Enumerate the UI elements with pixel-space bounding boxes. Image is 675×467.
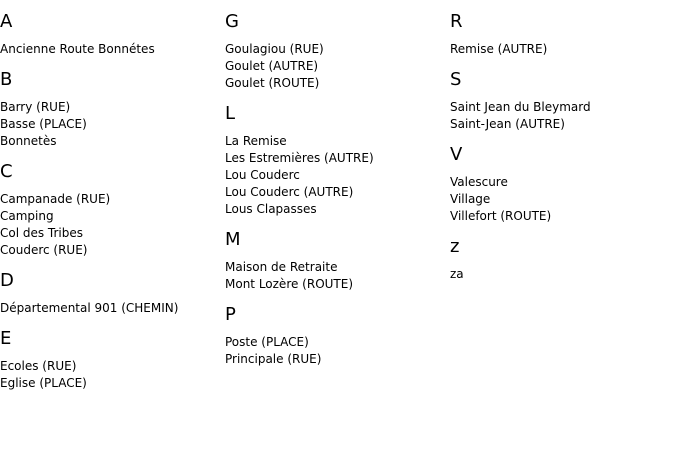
street-list [0, 191, 225, 259]
street-group [225, 103, 450, 218]
street-link[interactable]: Bonnetès [0, 134, 57, 148]
street-list [450, 99, 675, 133]
street-list [0, 300, 225, 317]
group-letter-heading: B [0, 69, 13, 90]
street-link[interactable]: Lou Couderc [225, 168, 300, 182]
street-link[interactable]: Goulagiou (RUE) [225, 42, 324, 56]
street-link[interactable]: Goulet (AUTRE) [225, 59, 319, 73]
street-group [0, 69, 225, 150]
street-link[interactable]: Couderc (RUE) [0, 243, 88, 257]
street-link[interactable]: Goulet (ROUTE) [225, 76, 320, 90]
street-list [225, 259, 450, 293]
street-group [0, 328, 225, 392]
street-group [225, 11, 450, 92]
group-letter-heading: G [225, 11, 239, 32]
column-1 [0, 0, 225, 392]
group-letter-heading: P [225, 304, 236, 325]
street-link[interactable]: Valescure [450, 175, 508, 189]
street-list [450, 266, 675, 283]
group-letter-heading: D [0, 270, 14, 291]
group-letter-heading: E [0, 328, 12, 349]
street-link[interactable]: Mont Lozère (ROUTE) [225, 277, 354, 291]
street-list [0, 358, 225, 392]
street-link[interactable]: La Remise [225, 134, 287, 148]
street-link[interactable]: Les Estremières (AUTRE) [225, 151, 374, 165]
column-2 [225, 0, 450, 368]
street-list [225, 133, 450, 218]
street-list [0, 41, 225, 58]
street-list [225, 334, 450, 368]
street-link[interactable]: Eglise (PLACE) [0, 376, 87, 390]
street-group [225, 229, 450, 293]
street-group [450, 236, 675, 283]
street-link[interactable]: Ecoles (RUE) [0, 359, 77, 373]
street-link[interactable]: Poste (PLACE) [225, 335, 309, 349]
street-group [450, 69, 675, 133]
street-link[interactable]: Basse (PLACE) [0, 117, 87, 131]
street-link[interactable]: Village [450, 192, 491, 206]
street-link[interactable]: Villefort (ROUTE) [450, 209, 552, 223]
street-link[interactable]: Remise (AUTRE) [450, 42, 548, 56]
group-letter-heading: R [450, 11, 463, 32]
group-letter-heading: L [225, 103, 236, 124]
street-list [0, 99, 225, 150]
group-letter-heading: M [225, 229, 241, 250]
group-letter-heading: z [450, 236, 460, 257]
column-3 [450, 0, 675, 283]
street-list [225, 41, 450, 92]
street-link[interactable]: za [450, 267, 464, 281]
street-group [450, 144, 675, 225]
street-group [0, 270, 225, 317]
street-link[interactable]: Saint-Jean (AUTRE) [450, 117, 565, 131]
street-link[interactable]: Camping [0, 209, 54, 223]
street-group [0, 161, 225, 259]
street-link[interactable]: Campanade (RUE) [0, 192, 111, 206]
street-link[interactable]: Principale (RUE) [225, 352, 322, 366]
street-link[interactable]: Barry (RUE) [0, 100, 71, 114]
street-link[interactable]: Lous Clapasses [225, 202, 317, 216]
street-link[interactable]: Maison de Retraite [225, 260, 338, 274]
group-letter-heading: S [450, 69, 462, 90]
street-list [450, 41, 675, 58]
street-link[interactable]: Départemental 901 (CHEMIN) [0, 301, 179, 315]
street-link[interactable]: Lou Couderc (AUTRE) [225, 185, 354, 199]
street-list [450, 174, 675, 225]
group-letter-heading: A [0, 11, 13, 32]
street-link[interactable]: Col des Tribes [0, 226, 84, 240]
group-letter-heading: C [0, 161, 13, 182]
street-group [225, 304, 450, 368]
street-group [0, 11, 225, 58]
street-link[interactable]: Ancienne Route Bonnétes [0, 42, 155, 56]
group-letter-heading: V [450, 144, 463, 165]
street-group [450, 11, 675, 58]
street-link[interactable]: Saint Jean du Bleymard [450, 100, 591, 114]
